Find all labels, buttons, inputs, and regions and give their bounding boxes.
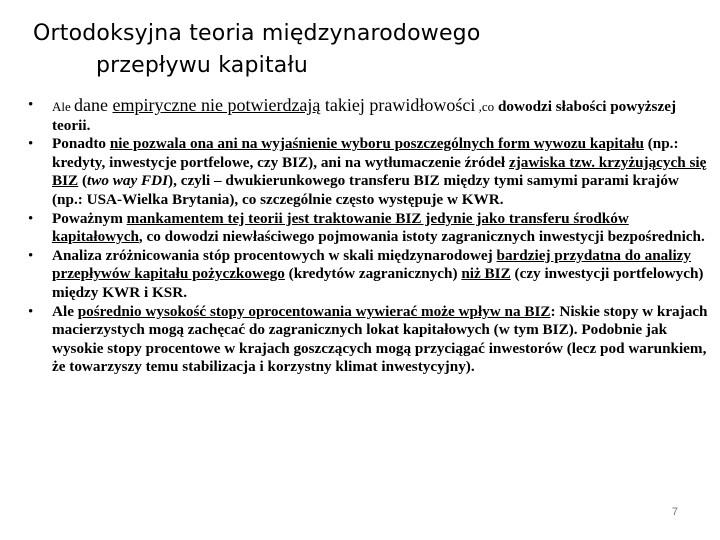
bullet-5-text-b: : Niskie stopy w krajach macierzystych mogą zachęcać do zagranicznych lokat kapitałowych (w tym BIZ). Podobnie jak wysokie stopy procentowe w krajach goszczących mogą przyciągać inwestorów (lecz pod warunkiem, że towarzyszy temu stabilizacja i korzystny klimat inwestycyjny). — [52, 302, 708, 376]
bullet-4-underlined-a: bardziej przydatna do analizy przepływów kapitału pożyczkowego — [52, 246, 692, 283]
bullet-icon: • — [28, 210, 34, 227]
bullet-4-text-a: Analiza zróżnicowania stóp procentowych w skali międzynarodowej — [52, 246, 497, 264]
bullet-2-italic: two way FDI — [87, 172, 169, 190]
page-number: 7 — [671, 506, 678, 518]
slide-title-line-1: Ortodoksyjna teoria międzynarodowego — [33, 21, 481, 46]
bullet-4-text-b: (kredytów zagranicznych) — [284, 265, 462, 283]
bullet-item-4 — [28, 247, 712, 303]
bullet-item-5 — [28, 303, 712, 377]
bullet-1-text-e: dowodzi słabości powyższej teorii. — [52, 98, 676, 134]
slide-title-line-2: przepływu kapitału — [96, 53, 309, 78]
bullet-1-text-a: Ale — [52, 99, 75, 114]
bullet-1-text-d: ,co — [475, 99, 495, 114]
bullet-icon: • — [28, 303, 34, 320]
bullet-3-underlined: mankamentem tej teorii jest traktowanie BIZ jedynie jako transferu środków kapitałowych — [52, 209, 629, 246]
bullet-2-text-a: Ponadto — [52, 135, 110, 153]
bullet-4-underlined-b: niż BIZ — [461, 265, 511, 283]
bullet-2-underlined-b: zjawiska tzw. krzyżujących się BIZ — [52, 153, 707, 190]
bullet-5-underlined: pośrednio wysokość stopy oprocentowania wywierać może wpływ na BIZ — [77, 302, 551, 320]
bullet-3-text-b: , co dowodzi niewłaściwego pojmowania istoty zagranicznych inwestycji bezpośrednich. — [138, 228, 705, 246]
bullet-1-underlined: empiryczne nie potwierdzają — [112, 95, 321, 115]
bullet-item-2 — [28, 135, 712, 209]
bullet-2-text-b: (np.: kredyty, inwestycje portfelowe, czy BIZ), ani na wytłumaczenie źródeł — [52, 135, 679, 171]
bullet-2-text-c: ( — [78, 172, 88, 190]
bullet-1-text-b: dane — [74, 95, 113, 115]
bullet-2-text-d: ), czyli – dwukierunkowego transferu BIZ między tymi samymi parami krajów (np.: USA-Wielka Brytania), co szczególnie często występuje w KWR. — [52, 172, 679, 208]
bullet-5-text-a: Ale — [52, 302, 78, 320]
bullet-icon: • — [28, 97, 34, 113]
bullet-list — [28, 96, 712, 377]
bullet-item-1 — [28, 96, 712, 135]
bullet-2-underlined-a: nie pozwala ona ani na wyjaśnienie wyboru poszczególnych form wywozu kapitału — [109, 135, 644, 153]
slide-title — [30, 18, 630, 82]
bullet-4-text-c: (czy inwestycji portfelowych) między KWR i KSR. — [52, 265, 704, 301]
bullet-3-text-a: Poważnym — [52, 209, 127, 227]
bullet-icon: • — [28, 136, 34, 153]
bullet-icon: • — [28, 247, 34, 264]
bullet-item-3 — [28, 210, 712, 247]
bullet-1-text-c: takiej prawidłowości — [320, 95, 476, 115]
